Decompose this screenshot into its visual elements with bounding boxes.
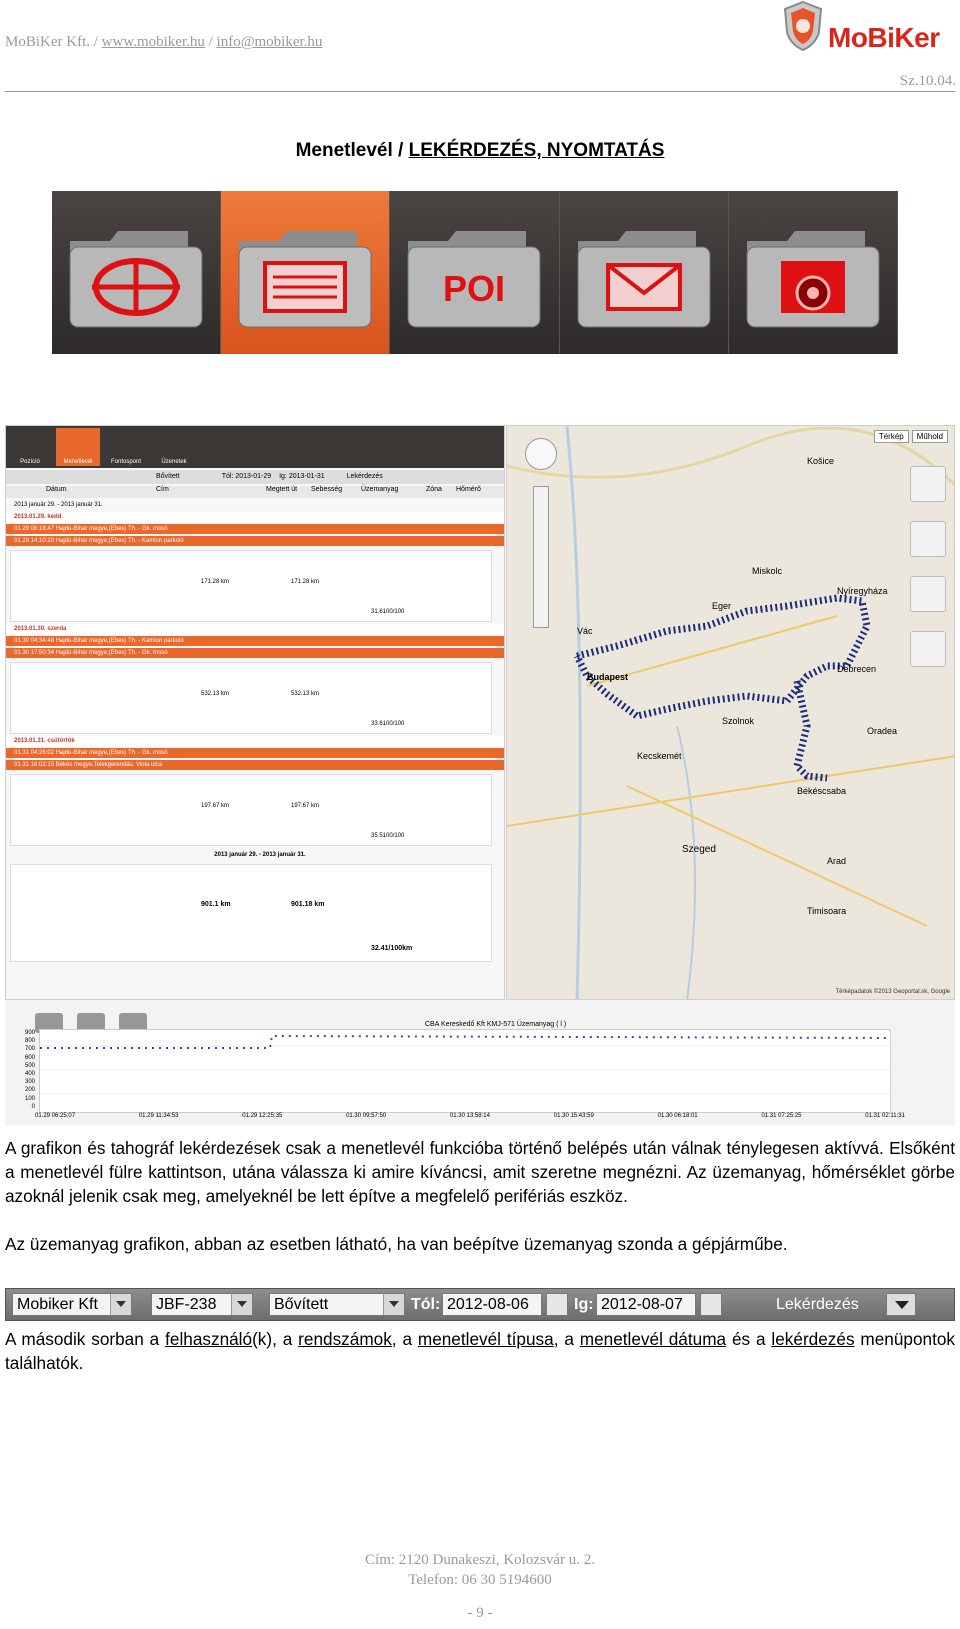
map-canvas bbox=[507, 426, 955, 1000]
fuel-chart-y-axis: 900 800 700 600 500 400 300 200 100 0 bbox=[24, 1030, 35, 1110]
map-label-kecskemet: Kecskemét bbox=[637, 751, 682, 761]
date-range-row: 2013 január 29. - 2013 január 31. bbox=[14, 502, 103, 508]
trip-row[interactable]: 01.31 04:26:02 Hajdú-Bihar megye,(Ebes) Th. - Gk. mosó bbox=[6, 748, 505, 758]
document-reference: Sz.10.04. bbox=[899, 73, 956, 89]
from-date-field[interactable]: 2012-08-06 bbox=[442, 1293, 542, 1316]
list-icon[interactable] bbox=[910, 466, 946, 502]
map-label-vac: Vác bbox=[577, 626, 593, 636]
user-select[interactable]: Mobiker Kft bbox=[12, 1293, 132, 1316]
satellite-view-button[interactable]: Műhold bbox=[912, 430, 948, 443]
poi-icon bbox=[402, 221, 548, 331]
folder-tracking[interactable] bbox=[52, 191, 221, 354]
svg-text:POI: POI bbox=[443, 268, 506, 309]
paragraph-fuel: Az üzemanyag grafikon, abban az esetben látható, ha van beépítve üzemanyag szonda a gépjárműbe. bbox=[5, 1234, 788, 1254]
main-menu-folders bbox=[52, 191, 898, 354]
map-label-nyiregyhaza: Nyíregyháza bbox=[837, 586, 888, 596]
map-label-bekescsaba: Békéscsaba bbox=[797, 786, 847, 796]
plate-select[interactable]: JBF-238 bbox=[151, 1293, 253, 1316]
paragraph-intro: A grafikon és tahográf lekérdezések csak a menetlevél funkcióba történő belépés után válnak ténylegesen aktívvá. Elsőként a menetlevél fülre kattintson, utána válassza ki amire kíváncsi, amit szeretne megnézni. Az üzemanyag, hőmérséklet görbe azoknál jelenik csak meg, amelyeknél be lett építve a megfelelő perifériás eszköz. bbox=[5, 1138, 955, 1206]
trip-row[interactable]: 01.29 14:10:20 Hajdú-Bihar megye,(Ebes) Th. - Kamion parkoló bbox=[6, 536, 505, 546]
map-label-kosice: Košice bbox=[807, 456, 835, 466]
map-label-arad: Arad bbox=[827, 856, 847, 866]
chevron-down-icon bbox=[231, 1294, 252, 1315]
header-contact: MoBiKer Kft. / www.mobiker.hu / info@mobiker.hu bbox=[5, 34, 323, 50]
map-label-eger: Eger bbox=[712, 601, 732, 611]
app-tab-bar bbox=[6, 426, 505, 468]
day-row[interactable]: 2013.01.30. szerda bbox=[6, 624, 505, 634]
map-copyright: Térképadatok ©2013 Geoportal.sk, Google bbox=[835, 989, 950, 995]
footer-phone: Telefon: 06 30 5194600 bbox=[408, 1572, 552, 1588]
download-icon[interactable] bbox=[886, 1293, 916, 1316]
company-logo bbox=[782, 0, 957, 56]
company-name: MoBiKer Kft. bbox=[5, 34, 90, 50]
trip-row[interactable]: 01.31 16:02:15 Békés megye,Telekgerendás, Viola utca bbox=[6, 760, 505, 770]
day-row[interactable]: 2013.01.31. csütörtök bbox=[6, 736, 505, 746]
day-row[interactable]: 2013.01.29. kedd bbox=[6, 512, 505, 522]
map-view-button[interactable]: Térkép bbox=[874, 430, 909, 443]
trip-row[interactable]: 01.30 04:34:48 Hajdú-Bihar megye,(Ebes) Th. - Kamion parkoló bbox=[6, 636, 505, 646]
document-icon bbox=[233, 221, 379, 331]
trip-type-select[interactable]: Bővített bbox=[269, 1293, 405, 1316]
header-divider bbox=[5, 91, 955, 92]
calendar-icon[interactable] bbox=[546, 1293, 568, 1316]
from-label: Tól: bbox=[411, 1296, 441, 1313]
folder-messages[interactable] bbox=[560, 191, 729, 354]
day-summary: 171.28 km 171.28 km 31.6100/100 bbox=[10, 550, 492, 622]
route-icon[interactable] bbox=[910, 521, 946, 557]
page-number: - 9 - bbox=[467, 1605, 493, 1621]
crosshair-icon bbox=[64, 221, 210, 331]
total-range-row: 2013 január 29. - 2013 január 31. bbox=[214, 852, 306, 858]
page-title: Menetlevél / LEKÉRDEZÉS, NYOMTATÁS bbox=[295, 140, 665, 161]
logo-text: MoBiKer bbox=[828, 22, 940, 53]
map-label-szeged: Szeged bbox=[682, 844, 716, 855]
tab-position[interactable]: Pozíció bbox=[20, 459, 40, 465]
zoom-slider[interactable] bbox=[533, 486, 549, 628]
envelope-icon bbox=[572, 221, 718, 331]
map-type-switch bbox=[874, 430, 948, 443]
email-link[interactable]: info@mobiker.hu bbox=[216, 34, 323, 50]
app-filter-bar: Bővített Tól: 2013-01-29 Ig: 2013-01-31 Lekérdezés bbox=[6, 470, 505, 484]
shield-icon bbox=[782, 0, 824, 52]
website-link[interactable]: www.mobiker.hu bbox=[101, 34, 205, 50]
fuel-chart-line bbox=[40, 1030, 890, 1112]
tab-poi[interactable]: Fontospont bbox=[110, 459, 142, 465]
query-toolbar bbox=[5, 1288, 955, 1321]
footer-address: Cím: 2120 Dunakeszi, Kolozsvár u. 2. bbox=[365, 1552, 595, 1568]
map-label-miskolc: Miskolc bbox=[752, 566, 783, 576]
paragraph-menu-items: A második sorban a felhasználó(k), a rendszámok, a menetlevél típusa, a menetlevél dátuma és a lekérdezés menüpontok találhatók. bbox=[5, 1329, 956, 1373]
fuel-chart-title: CBA Kereskedő Kft KMJ-571 Üzemanyag ( l ) bbox=[425, 1021, 567, 1028]
power-icon[interactable] bbox=[910, 631, 946, 667]
folder-poi[interactable] bbox=[390, 191, 559, 354]
total-summary: 901.1 km 901.18 km 32.41/100km bbox=[10, 864, 492, 962]
fuel-chart-x-axis: 01.29 06:25:07 01.29 11:34:53 01.29 12:25:35 01.30 09:57:50 01.30 13:58:14 01.30 15:43:59 01.30 06:18:01 01.31 07:25:25 01.31 02:11:31 bbox=[35, 1113, 905, 1119]
map-label-debrecen: Debrecen bbox=[837, 664, 877, 674]
folder-settings[interactable] bbox=[729, 191, 898, 354]
chevron-down-icon bbox=[110, 1294, 131, 1315]
query-button[interactable]: Lekérdezés bbox=[776, 1296, 859, 1313]
pan-control[interactable] bbox=[525, 438, 557, 470]
trip-log-panel bbox=[5, 425, 505, 1000]
chevron-down-icon bbox=[383, 1294, 404, 1315]
day-summary: 532.13 km 532.13 km 33.6100/100 bbox=[10, 662, 492, 734]
app-screenshot bbox=[5, 425, 955, 1125]
to-label: Ig: bbox=[574, 1296, 594, 1313]
route-map[interactable] bbox=[506, 425, 955, 1000]
day-summary: 197.67 km 197.67 km 35.5100/100 bbox=[10, 774, 492, 846]
map-label-szolnok: Szolnok bbox=[722, 716, 755, 726]
trip-row[interactable]: 01.30 17:50:34 Hajdú-Bihar megye,(Ebes) Th. - Gk. mosó bbox=[6, 648, 505, 658]
calendar-icon[interactable] bbox=[700, 1293, 722, 1316]
tab-trip-log[interactable]: Menetlevél bbox=[56, 428, 100, 466]
fuel-chart bbox=[5, 1003, 955, 1125]
trip-row[interactable]: 01.29 06:18:47 Hajdú-Bihar megye,(Ebes) Th. - Gk. mosó bbox=[6, 524, 505, 534]
fuel-chart-plot bbox=[39, 1029, 891, 1113]
map-label-oradea: Oradea bbox=[867, 726, 898, 736]
bar-chart-icon[interactable] bbox=[910, 576, 946, 612]
tab-messages[interactable]: Üzenetek bbox=[161, 459, 187, 465]
map-label-budapest: Budapest bbox=[587, 672, 629, 682]
gear-icon bbox=[741, 221, 887, 331]
to-date-field[interactable]: 2012-08-07 bbox=[596, 1293, 696, 1316]
trip-table-header: Dátum Cím Megtett út Sebesség Üzemanyag Zóna Hőmérő bbox=[6, 486, 505, 498]
map-label-timisoara: Timisoara bbox=[807, 906, 847, 916]
folder-trip-log[interactable] bbox=[221, 191, 390, 354]
